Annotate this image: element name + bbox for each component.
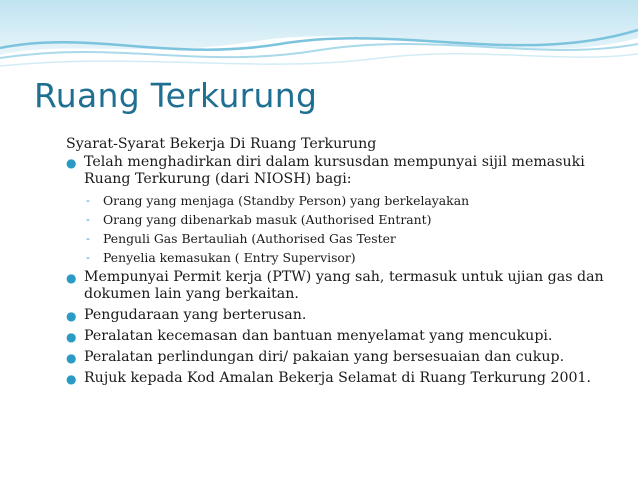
bullet-text: Pengudaraan yang berterusan.: [84, 307, 307, 323]
bullet-item: [66, 349, 626, 366]
bullet-text: Telah menghadirkan diri dalam kursusdan mempunyai sijil memasuki Ruang Terkurung (dari NIOSH) bagi:: [84, 154, 585, 187]
bullet-icon: ●: [66, 330, 77, 344]
bullet-item: [66, 307, 626, 324]
sub-item: [66, 230, 626, 247]
bullet-text: Peralatan kecemasan dan bantuan menyelamat yang mencukupi.: [84, 328, 553, 344]
bullet-item: [66, 269, 626, 303]
sub-item: [66, 192, 626, 209]
bullet-icon: ●: [66, 372, 77, 386]
bullet-icon: ●: [66, 351, 77, 365]
bullet-text: Peralatan perlindungan diri/ pakaian yang bersesuaian dan cukup.: [84, 349, 565, 365]
bullet-icon: ●: [66, 309, 77, 323]
bullet-item: [66, 154, 626, 188]
bullet-text: Mempunyai Permit kerja (PTW) yang sah, termasuk untuk ujian gas dan dokumen lain yang berkaitan.: [84, 269, 604, 302]
sub-item-text: Penguli Gas Bertauliah (Authorised Gas Tester: [103, 231, 396, 246]
bullet-item: [66, 328, 626, 345]
dash-icon: -: [86, 251, 90, 264]
sub-item-text: Orang yang menjaga (Standby Person) yang berkelayakan: [103, 193, 470, 208]
bullet-text: Rujuk kepada Kod Amalan Bekerja Selamat di Ruang Terkurung 2001.: [84, 370, 592, 386]
bullet-icon: ●: [66, 156, 77, 170]
slide-title: Ruang Terkurung: [34, 76, 318, 115]
sub-item-text: Orang yang dibenarkab masuk (Authorised Entrant): [103, 212, 432, 227]
dash-icon: -: [86, 213, 90, 226]
intro-text: Syarat-Syarat Bekerja Di Ruang Terkurung: [66, 136, 377, 152]
slide-body: [66, 135, 626, 391]
sub-list: [66, 192, 626, 266]
dash-icon: -: [86, 232, 90, 245]
header-wave-decoration: [0, 0, 638, 72]
dash-icon: -: [86, 194, 90, 207]
bullet-icon: ●: [66, 271, 77, 285]
sub-item-text: Penyelia kemasukan ( Entry Supervisor): [103, 250, 356, 265]
bullet-item: [66, 370, 626, 387]
sub-item: [66, 211, 626, 228]
sub-item: [66, 249, 626, 266]
